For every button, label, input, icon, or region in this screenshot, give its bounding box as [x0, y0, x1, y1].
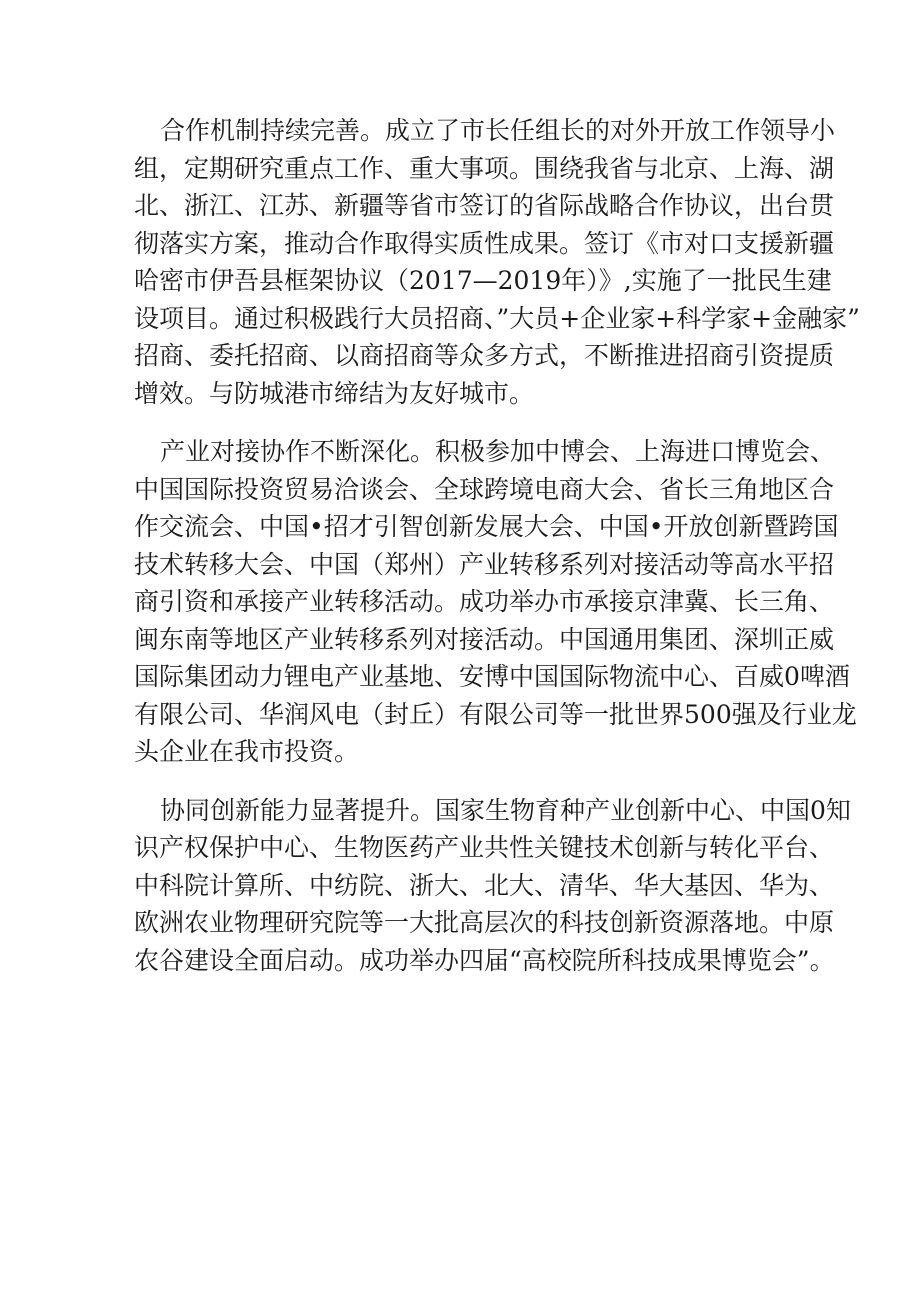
paragraph-spacer [134, 412, 804, 433]
text-line: 哈密市伊吾县框架协议（2017—2019年）》,实施了一批民生建 [134, 266, 832, 295]
text-line: 合作机制持续完善。成立了市长任组长的对外开放工作领导小 [160, 116, 836, 145]
text-line: 国际集团动力锂电产业基地、安博中国国际物流中心、百威0啤酒 [134, 662, 850, 691]
paragraph-cooperation-mechanism [134, 112, 860, 412]
text-line: 商引资和承接产业转移活动。成功举办市承接京津冀、长三角、 [134, 587, 835, 616]
text-line: 欧洲农业物理研究院等一大批高层次的科技创新资源落地。中原 [134, 908, 835, 937]
text-line: 中科院计算所、中纺院、浙大、北大、清华、华大基因、华为、 [134, 870, 835, 900]
paragraph-collaborative-innovation [134, 792, 851, 980]
text-line: 协同创新能力显著提升。国家生物育种产业创新中心、中国0知 [160, 795, 851, 825]
text-line: 招商、委托招商、以商招商等众多方式，不断推进招商引资提质 [134, 341, 835, 370]
paragraph-industry-docking [134, 433, 857, 771]
text-line: 头企业在我市投资。 [134, 737, 360, 766]
text-line: 产业对接协作不断深化。积极参加中博会、上海进口博览会、 [160, 437, 836, 466]
text-line: 设项目。通过积极践行大员招商、”大员+企业家+科学家+金融家” [134, 303, 860, 333]
text-line: 技术转移大会、中国（郑州）产业转移系列对接活动等高水平招 [134, 549, 835, 579]
text-line: 识产权保护中心、生物医药产业共性关键技术创新与转化平台、 [134, 833, 835, 862]
text-line: 闽东南等地区产业转移系列对接活动。中国通用集团、深圳正威 [134, 624, 835, 654]
text-line: 有限公司、华润风电（封丘）有限公司等一批世界500强及行业龙 [134, 699, 857, 729]
text-line: 农谷建设全面启动。成功举办四届“高校院所科技成果博览会”。 [134, 945, 835, 975]
text-line: 组，定期研究重点工作、重大事项。围绕我省与北京、上海、湖 [134, 153, 835, 183]
text-line: 增效。与防城港市缔结为友好城市。 [134, 378, 535, 408]
text-line: 中国国际投资贸易洽谈会、全球跨境电商大会、省长三角地区合 [134, 474, 835, 504]
text-line: 作交流会、中国•招才引智创新发展大会、中国•开放创新暨跨国 [134, 512, 839, 541]
document-body [134, 112, 860, 979]
text-line: 北、浙江、江苏、新疆等省市签订的省际战略合作协议，出台贯 [134, 191, 835, 220]
paragraph-spacer [134, 771, 804, 792]
text-line: 彻落实方案，推动合作取得实质性成果。签订《市对口支援新疆 [134, 228, 835, 258]
